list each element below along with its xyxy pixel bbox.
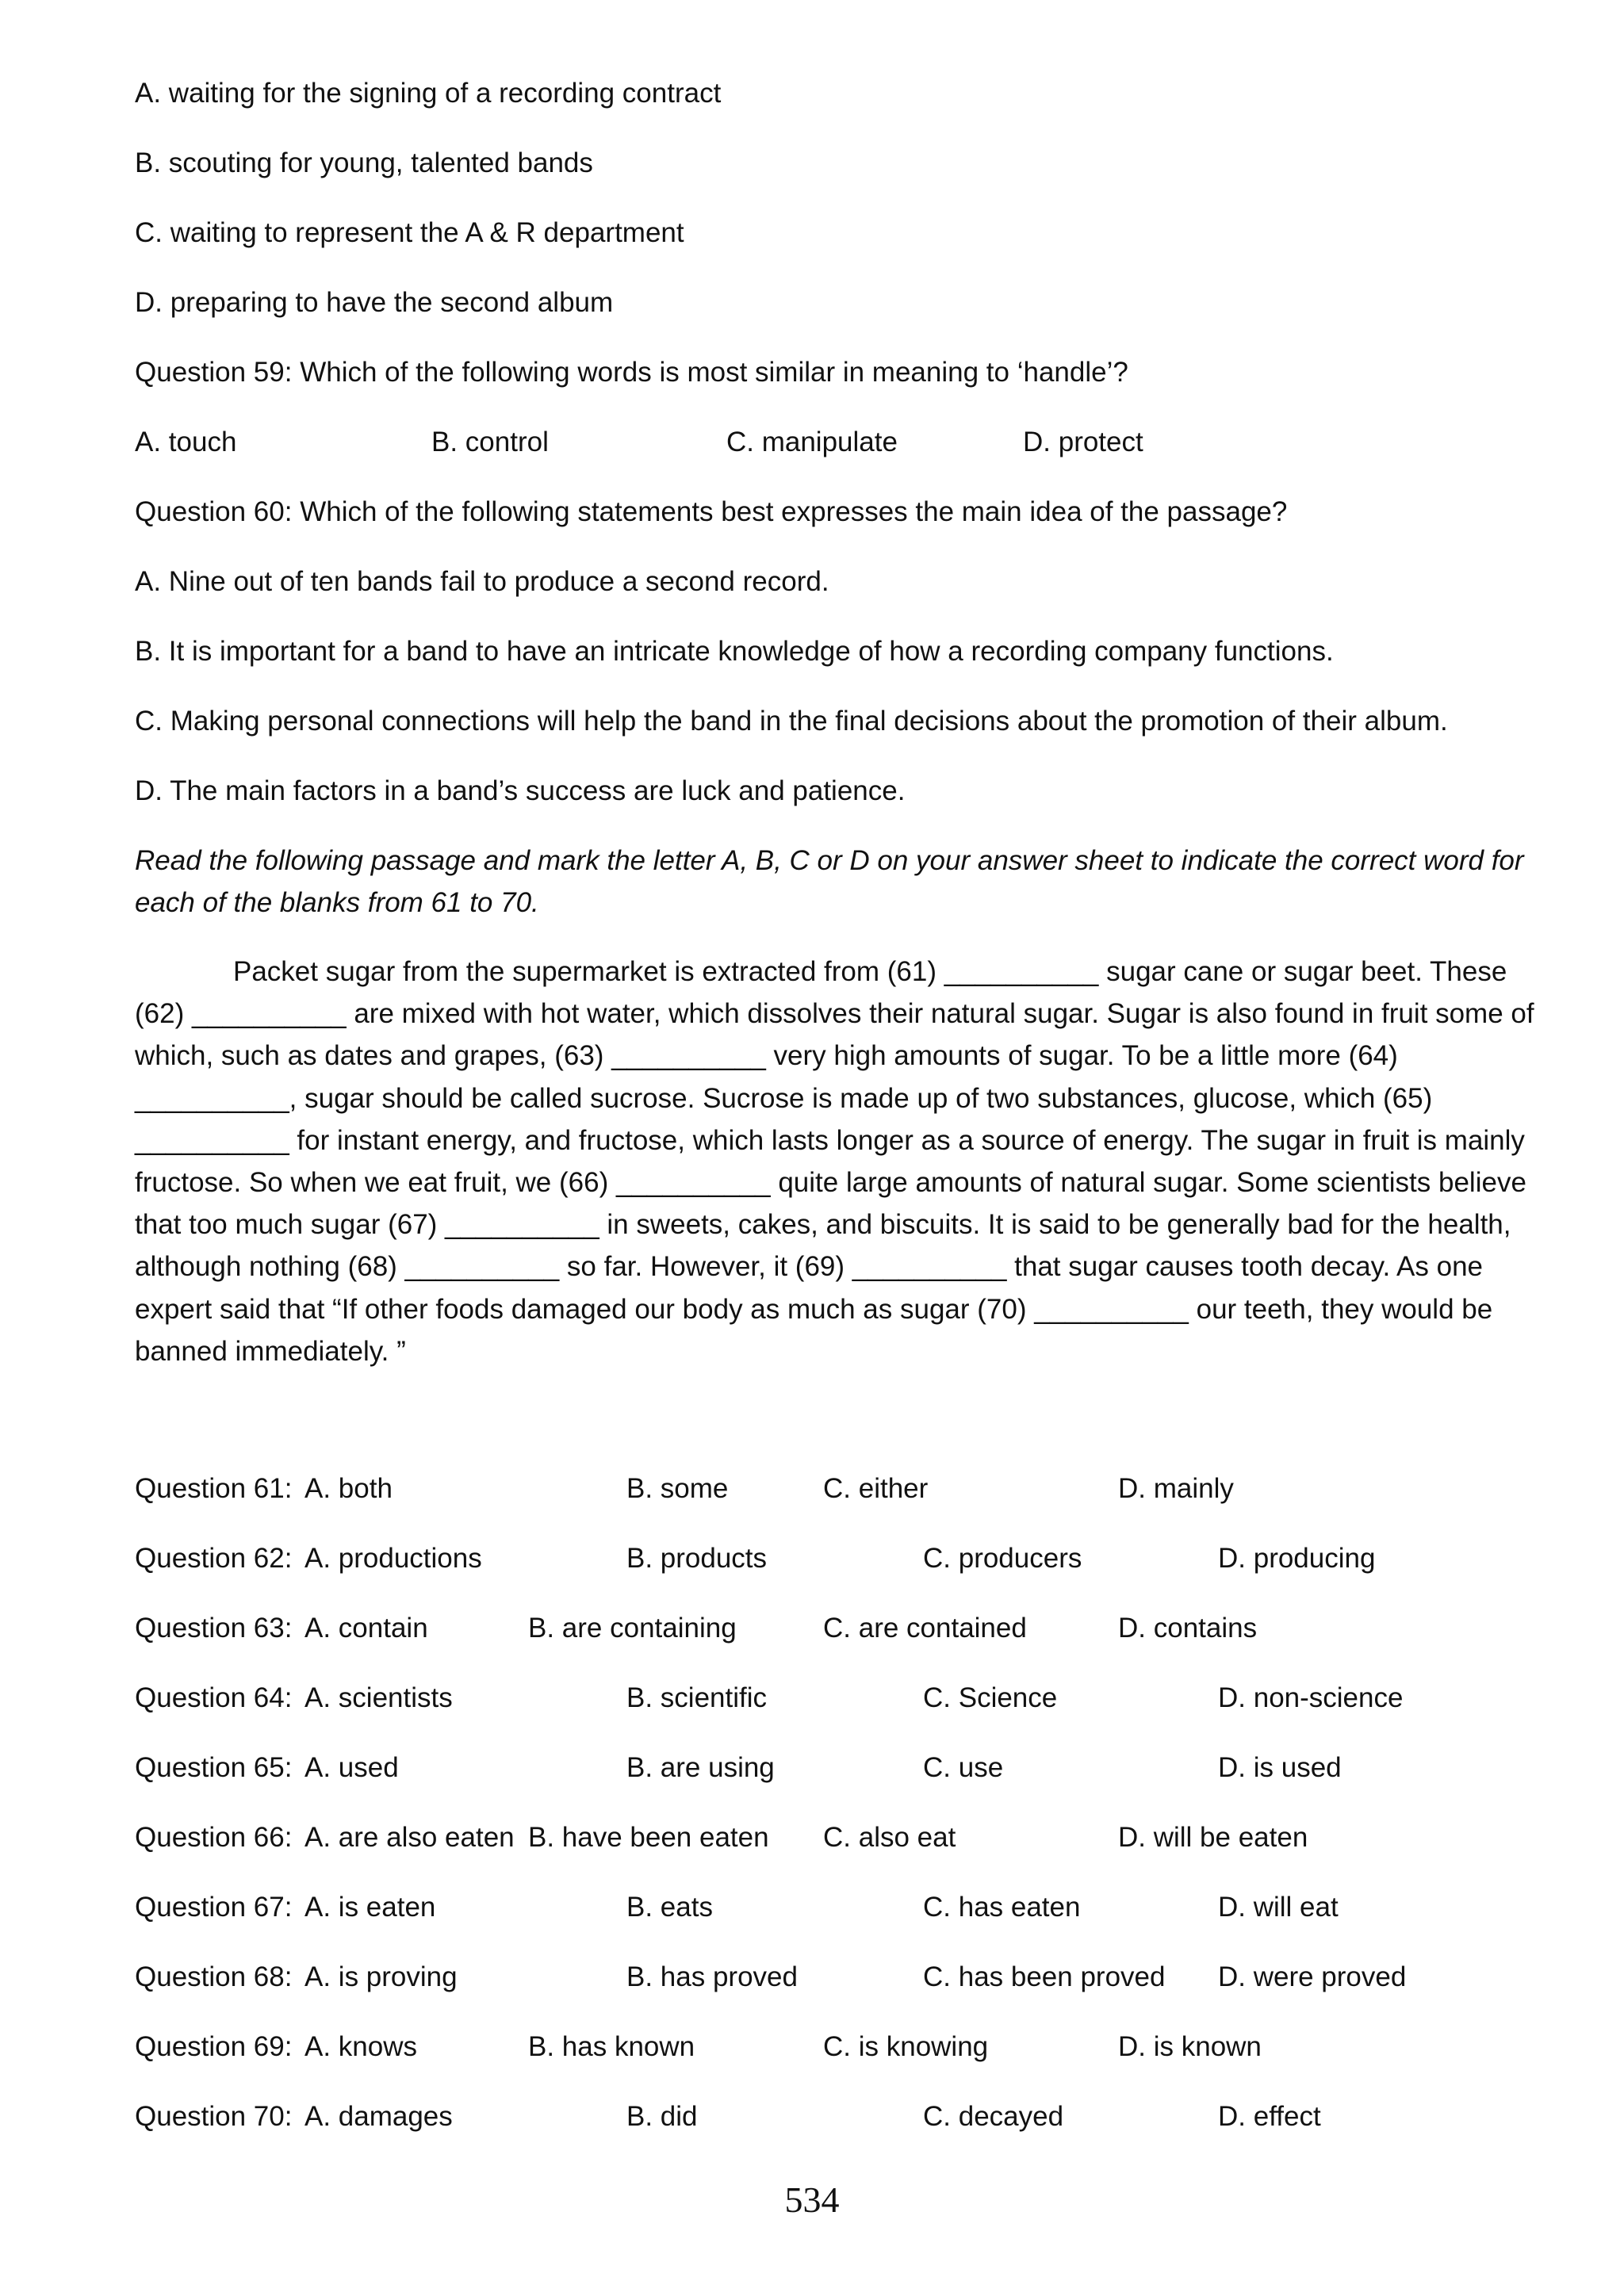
option-b: B. are containing [528,1613,737,1644]
passage-line: that too much sugar (67) __________ in sweets, cakes, and biscuits. It is said to be generally bad for the health, [135,1209,1511,1241]
option-d: D. is known [1118,2031,1262,2062]
question-63-row [135,1614,1546,1646]
option-b: B. products [626,1543,768,1574]
option-d: D. non-science [1218,1682,1404,1713]
option-a: A. both [304,1473,393,1504]
instruction-line-1: Read the following passage and mark the letter A, B, C or D on your answer sheet to indicate the correct word for [135,845,1524,876]
passage-line: fructose. So when we eat fruit, we (66) __________ quite large amounts of natural sugar. Some scientists believe [135,1167,1526,1199]
option-a: A. used [304,1752,399,1783]
option-60-c: C. Making personal connections will help the band in the final decisions about the promotion of their album. [135,706,1448,737]
question-70-row [135,2103,1546,2134]
option-d: D. effect [1218,2101,1321,2132]
question-label: Question 61: [135,1473,293,1504]
option-60-b: B. It is important for a band to have an intricate knowledge of how a recording company functions. [135,636,1334,667]
option-b: B. eats [626,1892,713,1923]
passage-line: banned immediately. ” [135,1335,406,1367]
option-c: C. decayed [923,2101,1064,2132]
option-d: D. mainly [1118,1473,1234,1504]
option-c: C. producers [923,1543,1082,1574]
option-58-c: C. waiting to represent the A & R department [135,217,684,248]
question-59-stem: Question 59: Which of the following words is most similar in meaning to ‘handle’? [135,357,1128,388]
cloze-passage [135,951,1546,1372]
option-c: C. has been proved [923,1961,1166,1992]
option-a: A. productions [304,1543,482,1574]
option-58-a: A. waiting for the signing of a recording contract [135,78,722,109]
option-a: A. knows [304,2031,417,2062]
question-66-row [135,1823,1546,1855]
option-59-a: A. touch [135,427,237,457]
question-60-stem: Question 60: Which of the following statements best expresses the main idea of the passage? [135,496,1288,527]
option-b: B. have been eaten [528,1822,769,1853]
option-59-b: B. control [431,427,549,457]
option-b: B. did [626,2101,698,2132]
option-a: A. damages [304,2101,453,2132]
option-d: D. will eat [1218,1892,1339,1923]
option-59-d: D. protect [1023,427,1143,457]
option-c: C. are contained [823,1613,1027,1644]
question-62-row [135,1544,1546,1576]
question-label: Question 65: [135,1752,293,1783]
option-c: C. also eat [823,1822,956,1853]
passage-line: although nothing (68) __________ so far. However, it (69) __________ that sugar causes tooth decay. As one [135,1251,1483,1283]
question-label: Question 62: [135,1543,293,1574]
option-a: A. scientists [304,1682,453,1713]
question-label: Question 66: [135,1822,293,1853]
option-b: B. some [626,1473,729,1504]
question-label: Question 69: [135,2031,293,2062]
option-b: B. has known [528,2031,695,2062]
passage-line: Packet sugar from the supermarket is extracted from (61) __________ sugar cane or sugar beet. These [233,956,1507,987]
option-a: A. are also eaten [304,1822,515,1853]
option-58-d: D. preparing to have the second album [135,287,614,318]
option-d: D. is used [1218,1752,1342,1783]
option-b: B. scientific [626,1682,767,1713]
question-label: Question 64: [135,1682,293,1713]
page-number: 534 [784,2179,840,2220]
passage-line: __________ for instant energy, and fructose, which lasts longer as a source of energy. The sugar in fruit is mainly [135,1124,1525,1156]
question-68-row [135,1963,1546,1995]
question-61-row [135,1475,1546,1506]
option-c: C. has eaten [923,1892,1081,1923]
option-d: D. were proved [1218,1961,1407,1992]
option-c: C. use [923,1752,1004,1783]
option-59-c: C. manipulate [726,427,898,457]
question-64-row [135,1684,1546,1716]
question-69-row [135,2033,1546,2064]
question-67-row [135,1893,1546,1925]
option-d: D. producing [1218,1543,1376,1574]
option-c: C. is knowing [823,2031,989,2062]
option-a: A. is proving [304,1961,458,1992]
option-60-d: D. The main factors in a band’s success are luck and patience. [135,775,906,806]
option-d: D. contains [1118,1613,1258,1644]
option-a: A. is eaten [304,1892,436,1923]
passage-line: __________, sugar should be called sucrose. Sucrose is made up of two substances, glucose, which (65) [135,1082,1433,1114]
option-b: B. has proved [626,1961,798,1992]
option-a: A. contain [304,1613,428,1644]
question-label: Question 67: [135,1892,293,1923]
passage-line: (62) __________ are mixed with hot water, which dissolves their natural sugar. Sugar is also found in fruit some of [135,998,1534,1030]
question-label: Question 70: [135,2101,293,2132]
option-c: C. either [823,1473,929,1504]
passage-line: which, such as dates and grapes, (63) __________ very high amounts of sugar. To be a little more (64) [135,1040,1398,1072]
question-65-row [135,1754,1546,1785]
option-60-a: A. Nine out of ten bands fail to produce a second record. [135,566,829,597]
option-c: C. Science [923,1682,1058,1713]
passage-line: expert said that “If other foods damaged our body as much as sugar (70) __________ our teeth, they would be [135,1293,1493,1325]
question-label: Question 68: [135,1961,293,1992]
question-label: Question 63: [135,1613,293,1644]
option-d: D. will be eaten [1118,1822,1308,1853]
instruction-line-2: each of the blanks from 61 to 70. [135,887,539,918]
question-59-options [135,428,1546,460]
option-b: B. are using [626,1752,775,1783]
option-58-b: B. scouting for young, talented bands [135,147,593,178]
